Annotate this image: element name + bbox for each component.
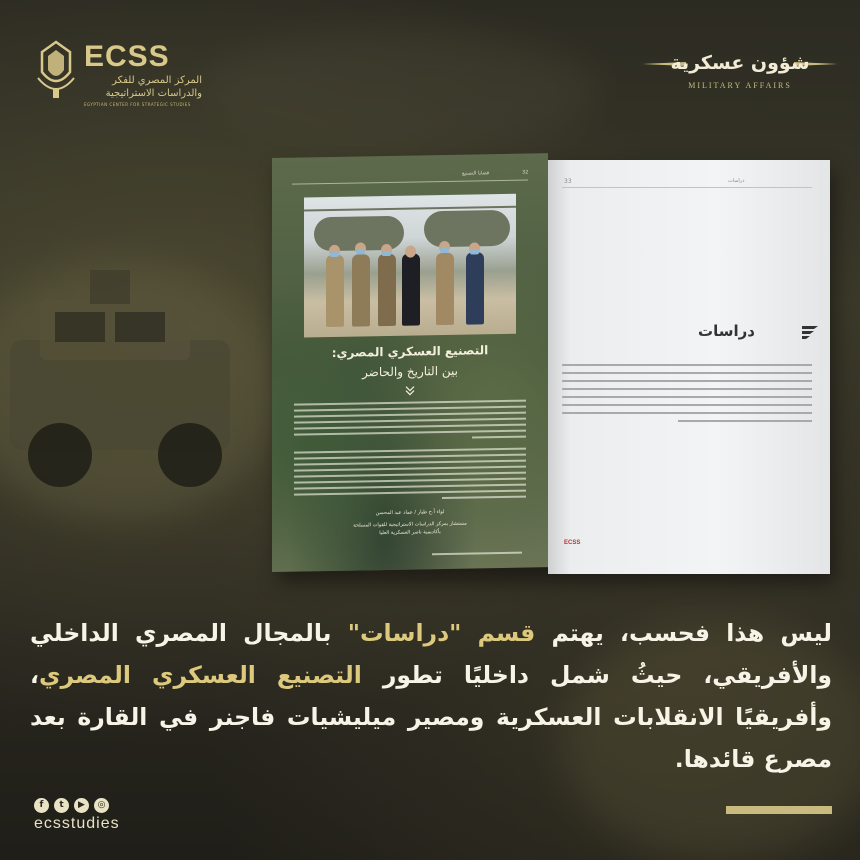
body-text-line — [294, 400, 526, 406]
body-text-line — [294, 454, 526, 460]
body-text-line — [562, 380, 812, 382]
article-photo — [304, 194, 516, 338]
section-badge — [640, 48, 840, 94]
body-text-line — [294, 466, 526, 472]
caption-highlight-studies: قسم "دراسات" — [347, 619, 536, 647]
body-text-line — [294, 406, 526, 412]
body-text-line — [294, 484, 526, 490]
magazine-left-page — [272, 153, 548, 572]
youtube-icon[interactable]: ▶ — [74, 798, 89, 813]
face-mask — [356, 249, 365, 254]
body-text-line — [294, 472, 526, 478]
body-text-line — [294, 448, 526, 454]
ecss-logo — [34, 38, 202, 108]
body-text-line — [294, 424, 526, 430]
footer-accent-bar — [726, 806, 832, 814]
article-title-line1: التصنيع العسكري المصري: — [331, 343, 489, 360]
right-page-header-rule — [562, 187, 812, 188]
body-text-line — [562, 364, 812, 366]
officer-figure — [378, 254, 396, 326]
right-page-number: 33 — [564, 178, 572, 185]
left-page-footer — [432, 552, 522, 556]
body-text-line — [294, 460, 526, 466]
face-mask — [330, 252, 339, 257]
body-text-line — [294, 418, 526, 424]
twitter-icon[interactable]: t — [54, 798, 69, 813]
officer-figure — [326, 255, 344, 327]
helicopter-shape — [424, 210, 510, 248]
social-handle: ecsstudies — [34, 815, 120, 832]
left-page-header-rule — [292, 180, 528, 185]
post-caption — [30, 612, 832, 780]
brand-arabic-name: المركز المصري للفكر والدراسات الاستراتيجية — [105, 75, 202, 99]
body-text-line — [472, 436, 526, 439]
body-text-line — [294, 412, 526, 418]
author-role-line1: مستشار بمركز الدراسات الاستراتيجية للقوات المسلحة — [353, 520, 467, 529]
author-name: لواء أ.ح طيار / عماد عبد المحسن — [375, 508, 445, 517]
face-mask — [440, 248, 449, 253]
brand-name: ECSS — [84, 40, 170, 73]
officer-figure — [352, 254, 370, 326]
caption-highlight-manufacturing: التصنيع العسكري المصري — [38, 661, 362, 689]
officer-figure — [466, 252, 484, 324]
body-text-line — [562, 396, 812, 398]
left-page-header: قضايا التصنيع — [462, 170, 490, 177]
body-text-line — [562, 372, 812, 374]
section-title-english: MILITARY AFFAIRS — [688, 81, 792, 90]
right-page-footer-logo: ECSS — [564, 540, 581, 546]
right-page-header: دراسات — [728, 178, 745, 184]
article-title — [282, 339, 538, 383]
article-title-line2: بين التاريخ والحاضر — [362, 363, 458, 380]
caption-part1: ليس هذا فحسب، يهتم — [535, 619, 832, 647]
face-mask — [470, 249, 479, 254]
double-chevron-down-icon — [405, 386, 415, 396]
face-mask — [382, 251, 391, 256]
background-texture — [200, 30, 600, 150]
left-page-number: 32 — [522, 169, 529, 176]
body-text-line — [442, 496, 526, 499]
body-text-line — [678, 420, 812, 422]
facebook-icon[interactable]: f — [34, 798, 49, 813]
author-role-line2: بأكاديمية ناصر العسكرية العليا — [379, 529, 441, 537]
officer-figure — [402, 253, 420, 325]
social-icons — [34, 792, 114, 810]
caption-part2: بالمجال المصري الداخلي والأفريقي، حيثُ شمل داخليًا تطور — [30, 619, 832, 689]
ecss-emblem-icon — [34, 38, 78, 100]
section-title-arabic: شؤون عسكرية — [670, 52, 810, 74]
body-text-line — [294, 490, 526, 496]
body-text-line — [562, 404, 812, 406]
magazine-spread — [272, 158, 832, 578]
officer-figure — [436, 253, 454, 325]
studies-section-title: دراسات — [698, 322, 755, 340]
body-text-line — [562, 388, 812, 390]
instagram-icon[interactable]: ◎ — [94, 798, 109, 813]
body-text-line — [562, 412, 812, 414]
brand-english-name: EGYPTIAN CENTER FOR STRATEGIC STUDIES — [84, 102, 191, 107]
body-text-line — [294, 478, 526, 484]
section-stripes-icon — [802, 326, 818, 340]
magazine-right-page — [548, 160, 830, 574]
body-text-line — [294, 430, 526, 436]
armored-vehicle-illustration — [0, 260, 280, 500]
caption-part3: ، وأفريقيًا الانقلابات العسكرية ومصير ميليشيات فاجنر في القارة بعد مصرع قائدها. — [30, 661, 832, 773]
